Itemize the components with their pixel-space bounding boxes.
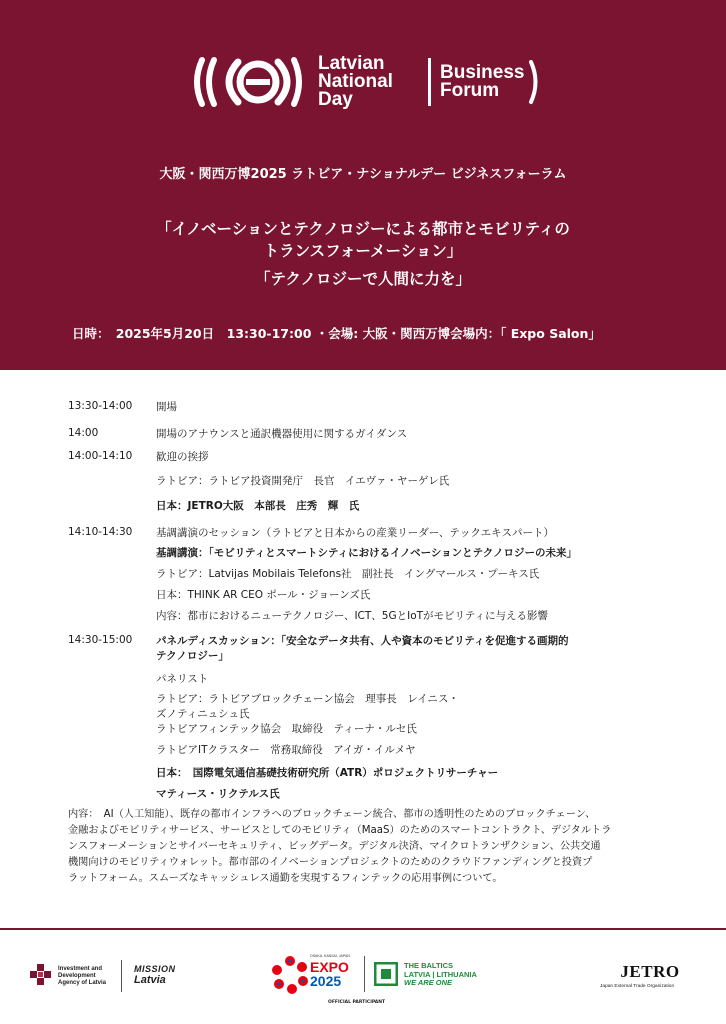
schedule-line: ラトビア：ラトビア投資開発庁 長官 イエヴァ・ヤーゲレ氏 bbox=[156, 475, 450, 487]
content-line: ラットフォーム。スムーズなキャッシュレス通勤を実現するフィンテックの応用事例について。 bbox=[68, 873, 503, 884]
content-summary bbox=[68, 807, 668, 887]
schedule-description bbox=[156, 692, 666, 737]
schedule-description bbox=[156, 567, 666, 582]
schedule-description bbox=[156, 743, 666, 758]
schedule-description bbox=[156, 634, 666, 664]
official-participant-label: OFFICIAL PARTICIPANT bbox=[328, 1000, 386, 1005]
schedule-description bbox=[156, 766, 666, 781]
date-venue: 日時： 2025年5月20日 13:30-17:00 ・会場: 大阪・関西万博会場内：「 Expo Salon」 bbox=[72, 326, 601, 341]
schedule-description bbox=[156, 400, 666, 415]
schedule-description bbox=[156, 526, 666, 541]
schedule-description bbox=[156, 499, 666, 514]
schedule-line: 基調講演のセッション（ラトビアと日本からの産業リーダー、テックエキスパート） bbox=[156, 527, 554, 539]
schedule-description bbox=[156, 672, 666, 687]
mission-latvia-logo: MISSION Latvia bbox=[134, 964, 176, 986]
schedule-time: 14:00-14:10 bbox=[68, 450, 133, 462]
schedule-time: 14:10-14:30 bbox=[68, 526, 133, 538]
logo-subtitle: Business Forum bbox=[440, 62, 525, 101]
schedule-line: 歓迎の挨拶 bbox=[156, 451, 209, 463]
schedule-line: 基調講演：「モビリティとスマートシティにおけるイノベーションとテクノロジーの未来」 bbox=[156, 547, 578, 559]
baltics-emblem-icon bbox=[374, 962, 398, 986]
schedule-line: 開場のアナウンスと通訳機器使用に関するガイダンス bbox=[156, 428, 408, 440]
logo-divider bbox=[428, 58, 431, 106]
schedule-description bbox=[156, 427, 666, 442]
schedule-time: 13:30-14:00 bbox=[68, 400, 133, 412]
title-line-3: 「テクノロジーで人間に力を」 bbox=[254, 270, 472, 288]
schedule-time: 14:30-15:00 bbox=[68, 634, 133, 646]
logo-right-bracket bbox=[528, 58, 538, 106]
schedule-line: ズノティニュシュ氏 bbox=[156, 708, 250, 720]
schedule-description bbox=[156, 609, 666, 624]
schedule-line: ラトビアITクラスター 常務取締役 アイガ・イルメヤ bbox=[156, 744, 416, 756]
schedule-line: 開場 bbox=[156, 401, 177, 413]
content-line: 金融およびモビリティサービス、サービスとしてのモビリティ（MaaS）のためのスマートコントラクト、デジタルトラ bbox=[68, 825, 612, 836]
schedule-line: 日本：JETRO大阪 本部長 庄秀 輝 氏 bbox=[156, 500, 360, 512]
schedule-description bbox=[156, 588, 666, 603]
schedule-line: 内容：都市におけるニューテクノロジー、ICT、5GとIoTがモビリティに与える影響 bbox=[156, 610, 548, 622]
schedule-line: パネリスト bbox=[156, 673, 209, 685]
schedule-description bbox=[156, 546, 666, 561]
content-line: 内容： AI（人工知能）、既存の都市インフラへのブロックチェーン統合、都市の透明性のためのブロックチェーン、 bbox=[68, 809, 596, 820]
event-title bbox=[0, 218, 726, 290]
footer-divider bbox=[364, 956, 365, 992]
schedule-line: マティース・リクテルス氏 bbox=[156, 788, 280, 800]
liaa-emblem-icon bbox=[30, 964, 52, 986]
content-line: ンスフォーメーションとサイバーセキュリティ、ビッグデータ。デジタル決済、マイクロトランザクション、公共交通 bbox=[68, 841, 601, 852]
schedule-description bbox=[156, 474, 666, 489]
footer-divider bbox=[121, 960, 122, 992]
schedule-description bbox=[156, 450, 666, 465]
jetro-logo: JETRO Japan External Trade Organization bbox=[600, 962, 680, 989]
myaku-myaku-icon bbox=[272, 956, 308, 994]
event-subtitle: 大阪・関西万博2025 ラトビア・ナショナルデー ビジネスフォーラム bbox=[159, 167, 567, 182]
schedule-time: 14:00 bbox=[68, 427, 99, 439]
schedule-line: ラトビアフィンテック協会 取締役 ティーナ・ルセ氏 bbox=[156, 723, 417, 735]
footer-logos bbox=[0, 940, 726, 1020]
latvian-national-day-logo bbox=[190, 52, 540, 114]
schedule-line: 日本： 国際電気通信基礎技術研究所（ATR）ポロジェクトリサーチャー bbox=[156, 767, 499, 779]
schedule-line: パネルディスカッション：「安全なデータ共有、人や資本のモビリティを促進する画期的 bbox=[156, 635, 569, 647]
schedule-line: 日本：THINK AR CEO ポール・ジョーンズ氏 bbox=[156, 589, 371, 601]
schedule-line: ラトビア：Latvijas Mobilais Telefons社 副社長 イングマールス・プーキス氏 bbox=[156, 568, 540, 580]
footer-rule bbox=[0, 928, 726, 930]
title-line-1: 「イノベーションとテクノロジーによる都市とモビリティの bbox=[156, 220, 570, 238]
expo-2025-logo: OSAKA, KANSAI, JAPAN EXPO 2025 bbox=[272, 954, 362, 1004]
baltics-logo: THE BALTICS LATVIA | LITHUANIA WE ARE ONE bbox=[374, 962, 398, 991]
schedule-line: テクノロジー」 bbox=[156, 650, 229, 662]
lnd-emblem-icon bbox=[190, 52, 315, 112]
title-line-2: トランスフォーメーション」 bbox=[263, 242, 463, 260]
header-banner bbox=[0, 0, 726, 370]
content-line: 機関向けのモビリティウォレット。都市部のイノベーションプロジェクトのためのクラウドファンディングと投資プ bbox=[68, 857, 593, 868]
logo-title: Latvian National Day bbox=[318, 53, 393, 110]
schedule-line: ラトビア：ラトビアブロックチェーン協会 理事長 レイニス・ bbox=[156, 693, 459, 705]
liaa-logo: Investment and Development Agency of Latvia bbox=[30, 964, 52, 991]
schedule-description bbox=[156, 787, 666, 802]
